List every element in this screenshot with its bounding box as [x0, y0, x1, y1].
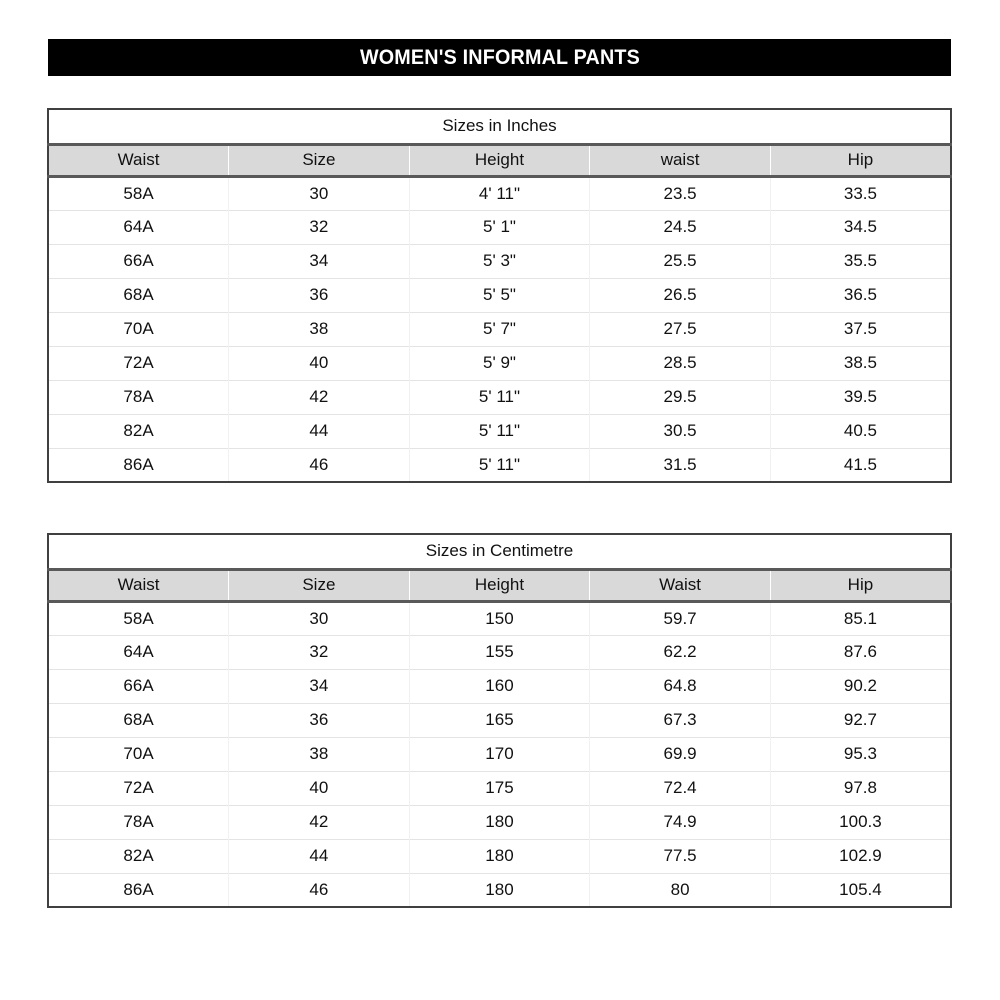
table-row: [48, 737, 951, 771]
table-cell: 33.5: [770, 176, 951, 210]
table-row: [48, 244, 951, 278]
column-header: Hip: [770, 569, 951, 601]
table-cell: 4' 11": [409, 176, 590, 210]
table-cell: 42: [229, 805, 410, 839]
table-cell: 82A: [48, 839, 229, 873]
table-cell: 68A: [48, 278, 229, 312]
table-cell: 5' 5": [409, 278, 590, 312]
table-cell: 38: [229, 312, 410, 346]
table-cell: 155: [409, 635, 590, 669]
table-cell: 66A: [48, 244, 229, 278]
table-title: Sizes in Centimetre: [48, 534, 951, 569]
sizes-in-inches-table: [47, 108, 952, 483]
column-header: Waist: [48, 569, 229, 601]
sizes-in-centimetre-table: [47, 533, 952, 908]
table-cell: 160: [409, 669, 590, 703]
table-cell: 31.5: [590, 448, 771, 482]
table-row: [48, 635, 951, 669]
table-cell: 5' 11": [409, 414, 590, 448]
table-cell: 150: [409, 601, 590, 635]
table-cell: 69.9: [590, 737, 771, 771]
table-cell: 82A: [48, 414, 229, 448]
table-cell: 5' 11": [409, 380, 590, 414]
table-cell: 36: [229, 278, 410, 312]
column-header: Waist: [48, 144, 229, 176]
table-cell: 78A: [48, 805, 229, 839]
table-row: [48, 873, 951, 907]
page-title: WOMEN'S INFORMAL PANTS: [359, 45, 640, 69]
table-row: [48, 601, 951, 635]
table-cell: 67.3: [590, 703, 771, 737]
table-cell: 40: [229, 346, 410, 380]
table-title: Sizes in Inches: [48, 109, 951, 144]
table-cell: 46: [229, 873, 410, 907]
table-title-row: [48, 109, 951, 144]
table-cell: 40.5: [770, 414, 951, 448]
table-cell: 29.5: [590, 380, 771, 414]
table-cell: 100.3: [770, 805, 951, 839]
table-cell: 70A: [48, 737, 229, 771]
table-cell: 70A: [48, 312, 229, 346]
table-header-row: [48, 569, 951, 601]
table-cell: 41.5: [770, 448, 951, 482]
table-header-row: [48, 144, 951, 176]
table-cell: 87.6: [770, 635, 951, 669]
table-cell: 32: [229, 210, 410, 244]
table-cell: 36.5: [770, 278, 951, 312]
table-cell: 102.9: [770, 839, 951, 873]
table-row: [48, 176, 951, 210]
column-header: Size: [229, 144, 410, 176]
table-cell: 23.5: [590, 176, 771, 210]
table-cell: 64A: [48, 635, 229, 669]
table-row: [48, 312, 951, 346]
table-cell: 5' 11": [409, 448, 590, 482]
table-cell: 34: [229, 244, 410, 278]
table-cell: 72.4: [590, 771, 771, 805]
column-header: Height: [409, 569, 590, 601]
table-cell: 175: [409, 771, 590, 805]
table-cell: 58A: [48, 176, 229, 210]
column-header: Size: [229, 569, 410, 601]
table-cell: 36: [229, 703, 410, 737]
table-cell: 68A: [48, 703, 229, 737]
table-cell: 59.7: [590, 601, 771, 635]
table-row: [48, 771, 951, 805]
table-cell: 28.5: [590, 346, 771, 380]
table-cell: 95.3: [770, 737, 951, 771]
table-row: [48, 448, 951, 482]
table-cell: 170: [409, 737, 590, 771]
table-cell: 35.5: [770, 244, 951, 278]
table-row: [48, 346, 951, 380]
table-row: [48, 703, 951, 737]
table-cell: 30.5: [590, 414, 771, 448]
table-cell: 72A: [48, 346, 229, 380]
table-cell: 42: [229, 380, 410, 414]
table-cell: 40: [229, 771, 410, 805]
table-cell: 34: [229, 669, 410, 703]
table-cell: 58A: [48, 601, 229, 635]
table-cell: 24.5: [590, 210, 771, 244]
table-cell: 5' 9": [409, 346, 590, 380]
table-cell: 105.4: [770, 873, 951, 907]
table-cell: 30: [229, 601, 410, 635]
table-row: [48, 839, 951, 873]
table-cell: 78A: [48, 380, 229, 414]
table-row: [48, 414, 951, 448]
table-row: [48, 210, 951, 244]
table-cell: 180: [409, 805, 590, 839]
table-cell: 27.5: [590, 312, 771, 346]
column-header: waist: [590, 144, 771, 176]
table-cell: 46: [229, 448, 410, 482]
table-cell: 77.5: [590, 839, 771, 873]
table-cell: 44: [229, 839, 410, 873]
table-cell: 62.2: [590, 635, 771, 669]
table-row: [48, 278, 951, 312]
table-cell: 90.2: [770, 669, 951, 703]
table-cell: 74.9: [590, 805, 771, 839]
column-header: Waist: [590, 569, 771, 601]
table-cell: 180: [409, 839, 590, 873]
table-cell: 38.5: [770, 346, 951, 380]
table-cell: 39.5: [770, 380, 951, 414]
table-cell: 5' 3": [409, 244, 590, 278]
table-cell: 66A: [48, 669, 229, 703]
table-cell: 180: [409, 873, 590, 907]
table-cell: 165: [409, 703, 590, 737]
table-cell: 72A: [48, 771, 229, 805]
table-cell: 30: [229, 176, 410, 210]
table-cell: 32: [229, 635, 410, 669]
table-cell: 86A: [48, 873, 229, 907]
table-cell: 5' 7": [409, 312, 590, 346]
table-cell: 26.5: [590, 278, 771, 312]
column-header: Hip: [770, 144, 951, 176]
table-cell: 80: [590, 873, 771, 907]
table-cell: 34.5: [770, 210, 951, 244]
table-cell: 37.5: [770, 312, 951, 346]
table-cell: 97.8: [770, 771, 951, 805]
column-header: Height: [409, 144, 590, 176]
title-banner: [48, 39, 951, 76]
table-cell: 85.1: [770, 601, 951, 635]
table-cell: 38: [229, 737, 410, 771]
table-title-row: [48, 534, 951, 569]
table-cell: 64A: [48, 210, 229, 244]
table-cell: 64.8: [590, 669, 771, 703]
table-cell: 44: [229, 414, 410, 448]
table-cell: 5' 1": [409, 210, 590, 244]
table-cell: 25.5: [590, 244, 771, 278]
table-cell: 92.7: [770, 703, 951, 737]
table-row: [48, 380, 951, 414]
table-cell: 86A: [48, 448, 229, 482]
table-row: [48, 805, 951, 839]
table-row: [48, 669, 951, 703]
